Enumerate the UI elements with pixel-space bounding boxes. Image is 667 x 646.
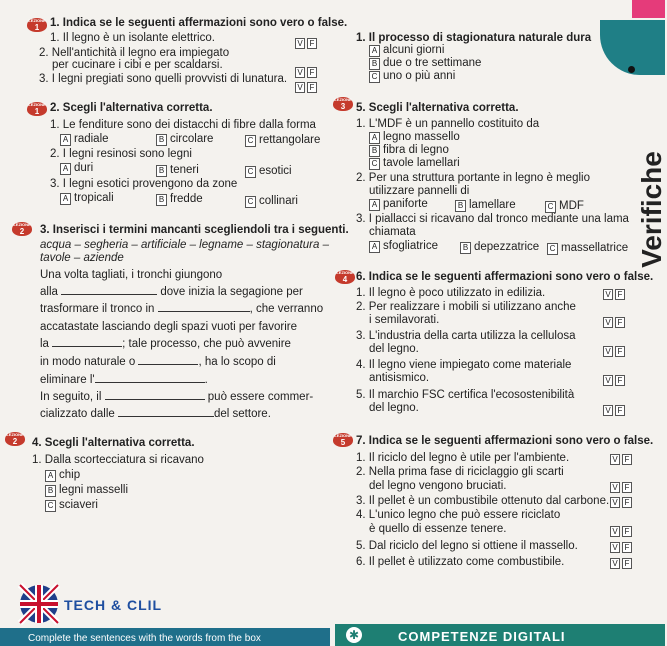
ex5-title: 5. Scegli l'alternativa corretta. xyxy=(356,102,519,114)
ex2-q2: 2. I legni resinosi sono legni xyxy=(50,148,192,160)
lesson-badge: LEZIONE 2 xyxy=(6,432,24,446)
ex7-item: 2. Nella prima fase di riciclaggio gli scarti xyxy=(356,466,564,478)
ex3-line: eliminare l' . xyxy=(40,374,208,386)
lesson-badge: LEZIONE 2 xyxy=(13,222,31,236)
ex5-q2b: utilizzare pannelli di xyxy=(369,185,470,197)
ex2-title: 2. Scegli l'alternativa corretta. xyxy=(50,102,213,114)
ex6-item: 2. Per realizzare i mobili si utilizzano anche xyxy=(356,301,576,313)
lesson-badge: LEZIONE 3 xyxy=(334,97,352,111)
dot-decoration xyxy=(628,66,635,73)
top-right-corner-tab xyxy=(632,0,665,18)
competenze-label: COMPETENZE DIGITALI xyxy=(398,629,566,644)
ex6-vf[interactable]: V F xyxy=(601,403,625,417)
ex1b-option-b[interactable]: B due o tre settimane xyxy=(369,56,481,70)
lesson-badge: LEZIONE 1 xyxy=(28,18,46,32)
blank[interactable] xyxy=(52,346,122,347)
ex4-q1: 1. Dalla scortecciatura si ricavano xyxy=(32,454,204,466)
ex5-q3: 3. I piallacci si ricavano dal tronco mediante una lama xyxy=(356,213,629,225)
ex6-item: i semilavorati. xyxy=(369,314,440,326)
ex7-vf[interactable]: V F xyxy=(608,452,632,466)
ex2-q3-opt[interactable]: B fredde xyxy=(156,192,203,206)
ex2-q1: 1. Le fenditure sono dei distacchi di fibre dalla forma xyxy=(50,119,316,131)
ex1b-option-a[interactable]: A alcuni giorni xyxy=(369,43,444,57)
ex2-q1-opt[interactable]: C rettangolare xyxy=(245,133,320,147)
blank[interactable] xyxy=(118,416,214,417)
ex7-vf[interactable]: V F xyxy=(608,556,632,570)
ex7-item: 3. Il pellet è un combustibile ottenuto dal carbone. xyxy=(356,495,610,507)
ex6-vf[interactable]: V F xyxy=(601,315,625,329)
ex1-title: 1. Indica se le seguenti affermazioni sono vero o false. xyxy=(50,17,348,29)
ex7-item: è quello di essenze tenere. xyxy=(369,523,507,535)
ex5-q2-opt[interactable]: C MDF xyxy=(545,199,584,213)
ex6-title: 6. Indica se le seguenti affermazioni sono vero o false. xyxy=(356,271,654,283)
ex4-opt[interactable]: C sciaveri xyxy=(45,498,98,512)
ex6-item: del legno. xyxy=(369,343,419,355)
blank[interactable] xyxy=(105,399,205,400)
ex2-q1-opt[interactable]: A radiale xyxy=(60,132,109,146)
lesson-badge: LEZIONE 5 xyxy=(334,433,352,447)
ex5-q1: 1. L'MDF è un pannello costituito da xyxy=(356,118,540,130)
lesson-badge: LEZIONE 4 xyxy=(336,270,354,284)
lesson-badge: LEZIONE 1 xyxy=(28,102,46,116)
ex5-q1-opt[interactable]: A legno massello xyxy=(369,130,460,144)
ex5-q2-opt[interactable]: A paniforte xyxy=(369,197,428,211)
ex7-item: 5. Dal riciclo del legno si ottiene il massello. xyxy=(356,540,578,552)
ex5-q3b: chiamata xyxy=(369,226,416,238)
verifiche-tab: Verifiche xyxy=(636,151,667,268)
ex3-line: la ; tale processo, che può avvenire xyxy=(40,338,291,350)
gear-icon: ✱ xyxy=(346,627,362,643)
ex3-line: in modo naturale o , ha lo scopo di xyxy=(40,356,276,368)
ex4-title: 4. Scegli l'alternativa corretta. xyxy=(32,437,195,449)
ex7-item: del legno vengono bruciati. xyxy=(369,480,507,492)
ex2-q1-opt[interactable]: B circolare xyxy=(156,132,213,146)
ex1b-option-c[interactable]: C uno o più anni xyxy=(369,69,455,83)
blank[interactable] xyxy=(158,311,250,312)
ex3-line: Una volta tagliati, i tronchi giungono xyxy=(40,269,223,281)
ex3-title: 3. Inserisci i termini mancanti scegliendoli tra i seguenti. xyxy=(40,224,349,236)
ex6-item: 5. Il marchio FSC certifica l'ecosostenibilità xyxy=(356,389,575,401)
ex1-vf[interactable]: V F xyxy=(293,65,317,79)
ex6-item: del legno. xyxy=(369,402,419,414)
ex7-vf[interactable]: V F xyxy=(608,524,632,538)
tech-clil-label: TECH & CLIL xyxy=(64,597,163,613)
ex2-q3: 3. I legni esotici provengono da zone xyxy=(50,178,238,190)
ex3-word-box: acqua – segheria – artificiale – legname – stagionatura – xyxy=(40,239,329,251)
ex6-item: 1. Il legno è poco utilizzato in edilizia. xyxy=(356,287,546,299)
ex7-item: 6. Il pellet è utilizzato come combustibile. xyxy=(356,556,565,568)
ex3-line: In seguito, il può essere commer- xyxy=(40,391,314,403)
ex2-q2-opt[interactable]: A duri xyxy=(60,161,93,175)
blank[interactable] xyxy=(138,364,198,365)
uk-flag-icon xyxy=(20,585,58,623)
ex5-q3-opt[interactable]: C massellatrice xyxy=(547,241,628,255)
ex6-item: 3. L'industria della carta utilizza la cellulosa xyxy=(356,330,576,342)
ex1-vf[interactable]: V F xyxy=(293,36,317,50)
ex5-q1-opt[interactable]: C tavole lamellari xyxy=(369,156,460,170)
ex7-item: 1. Il riciclo del legno è utile per l'ambiente. xyxy=(356,452,570,464)
ex5-q2: 2. Per una struttura portante in legno è meglio xyxy=(356,172,590,184)
ex1-vf[interactable]: V F xyxy=(293,80,317,94)
ex7-vf[interactable]: V F xyxy=(608,495,632,509)
ex6-vf[interactable]: V F xyxy=(601,344,625,358)
ex6-vf[interactable]: V F xyxy=(601,287,625,301)
ex5-q3-opt[interactable]: B depezzatrice xyxy=(460,240,539,254)
blank[interactable] xyxy=(61,294,157,295)
ex5-q2-opt[interactable]: B lamellare xyxy=(455,198,516,212)
ex7-vf[interactable]: V F xyxy=(608,540,632,554)
ex3-line: cializzato dalle del settore. xyxy=(40,408,271,420)
ex3-line: accatastate lasciando degli spazi vuoti per favorire xyxy=(40,321,297,333)
ex1-item: 3. I legni pregiati sono quelli provvisti di lunatura. xyxy=(39,73,288,85)
ex3-line: alla dove inizia la segagione per xyxy=(40,286,303,298)
ex3-line: trasformare il tronco in , che verranno xyxy=(40,303,324,315)
ex5-q3-opt[interactable]: A sfogliatrice xyxy=(369,239,438,253)
ex4-opt[interactable]: B legni masselli xyxy=(45,483,128,497)
ex6-item: 4. Il legno viene impiegato come materiale xyxy=(356,359,572,371)
ex5-q1-opt[interactable]: B fibra di legno xyxy=(369,143,449,157)
ex2-q2-opt[interactable]: C esotici xyxy=(245,164,292,178)
blank[interactable] xyxy=(95,382,205,383)
ex1-item: 1. Il legno è un isolante elettrico. xyxy=(50,32,215,44)
ex6-vf[interactable]: V F xyxy=(601,373,625,387)
ex1-item: per cucinare i cibi e per scaldarsi. xyxy=(52,59,223,71)
ex2-q2-opt[interactable]: B teneri xyxy=(156,163,199,177)
ex6-item: antisismico. xyxy=(369,372,430,384)
ex4-opt[interactable]: A chip xyxy=(45,468,80,482)
ex2-q3-opt[interactable]: C collinari xyxy=(245,194,298,208)
ex2-q3-opt[interactable]: A tropicali xyxy=(60,191,114,205)
ex7-item: 4. L'unico legno che può essere riciclato xyxy=(356,509,561,521)
ex7-title: 7. Indica se le seguenti affermazioni sono vero o false. xyxy=(356,435,654,447)
ex1-item: 2. Nell'antichità il legno era impiegato xyxy=(39,47,230,59)
ex1b-title: 1. Il processo di stagionatura naturale dura xyxy=(356,32,592,44)
clil-footer-text: Complete the sentences with the words from the box xyxy=(28,633,261,644)
ex7-vf[interactable]: V F xyxy=(608,480,632,494)
ex3-word-box: tavole – aziende xyxy=(40,252,124,264)
